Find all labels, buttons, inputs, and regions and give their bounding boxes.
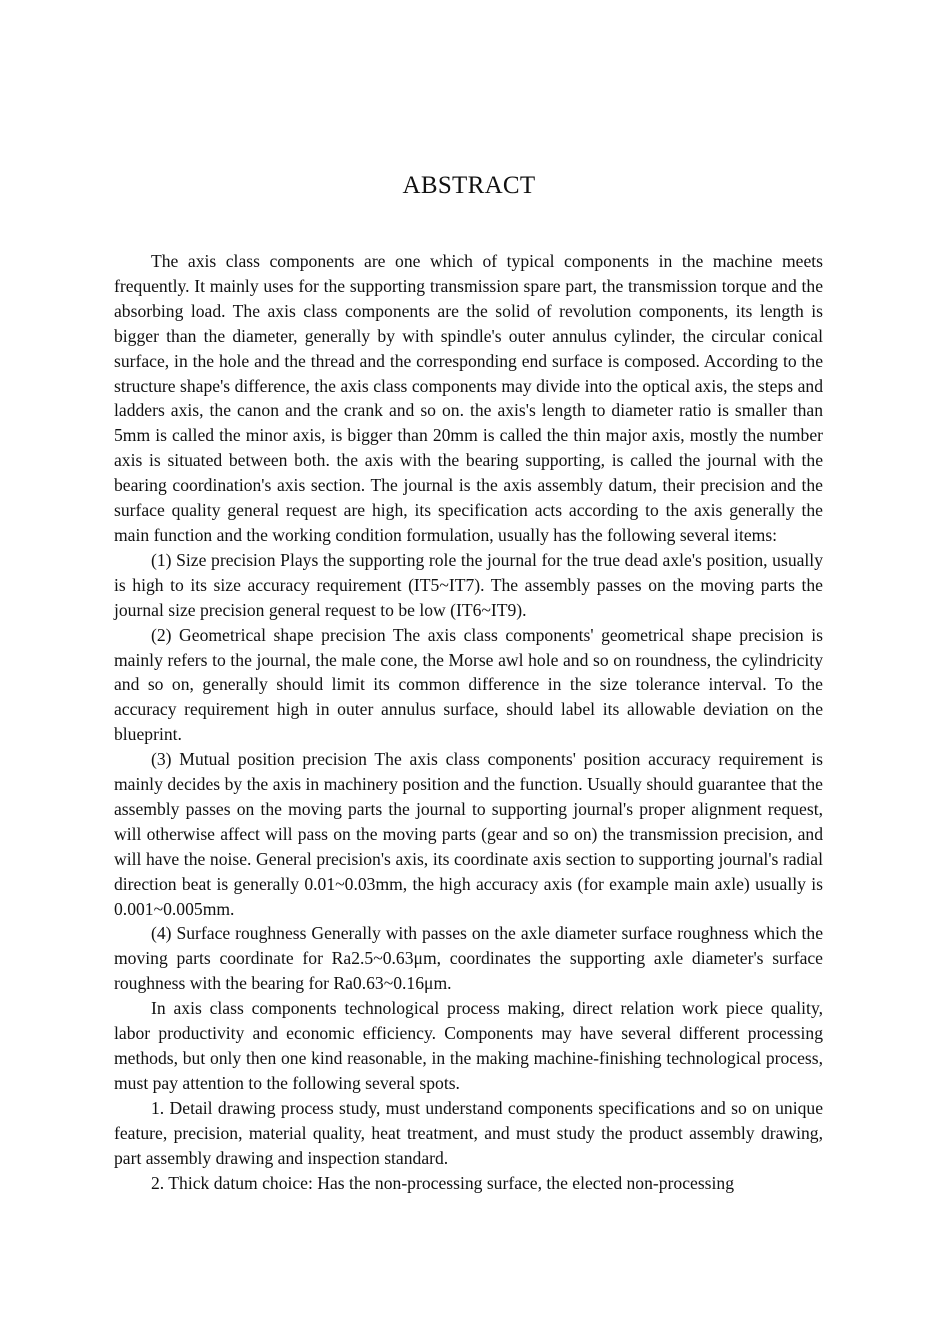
paragraph: The axis class components are one which of typical components in the machine meets frequently. It mainly uses for the supporting transmission spare part, the transmission torque and the absorbing load. The axis class components are the solid of revolution components, its length is bigger than the diameter, generally by with spindle's outer annulus cylinder, the circular conical surface, in the hole and the thread and the corresponding end surface is composed. According to the structure shape's difference, the axis class components may divide into the optical axis, the steps and ladders axis, the canon and the crank and so on. the axis's length to diameter ratio is smaller than 5mm is called the minor axis, is bigger than 20mm is called the thin major axis, mostly the number axis is situated between both. the axis with the bearing supporting, is called the journal with the bearing coordination's axis section. The journal is the axis assembly datum, their precision and the surface quality general request are high, its specification acts according to the axis generally the main function and the working condition formulation, usually has the following several items: (114, 251, 823, 545)
paragraph: In axis class components technological process making, direct relation work piece quality, labor productivity and economic efficiency. Components may have several different processing methods, but only then one kind reasonable, in the making machine-finishing technological process, must pay attention to the following several spots. (114, 998, 823, 1093)
paragraph: (2) Geometrical shape precision The axis class components' geometrical shape precision is mainly refers to the journal, the male cone, the Morse awl hole and so on roundness, the cylindricity and so on, generally should limit its common difference in the size tolerance interval. To the accuracy requirement high in outer annulus surface, should label its allowable deviation on the blueprint. (114, 624, 823, 745)
paragraph: 2. Thick datum choice: Has the non-processing surface, the elected non-processing (151, 1172, 735, 1193)
paragraph: (3) Mutual position precision The axis class components' position accuracy requirement is mainly decides by the axis in machinery position and the function. Usually should guarantee that the assembly passes on the moving parts the journal to supporting journal's proper alignment request, will otherwise affect will pass on the moving parts (gear and so on) the transmission precision, and will have the noise. General precision's axis, its coordinate axis section to supporting journal's radial direction beat is generally 0.01~0.03mm, the high accuracy axis (for example main axle) usually is 0.001~0.005mm. (114, 749, 823, 919)
paragraph: 1. Detail drawing process study, must understand components specifications and so on unique feature, precision, material quality, heat treatment, and must study the product assembly drawing, part assembly drawing and inspection standard. (114, 1097, 823, 1168)
paragraph: (4) Surface roughness Generally with passes on the axle diameter surface roughness which the moving parts coordinate for Ra2.5~0.63μm, coordinates the supporting axle diameter's surface roughness with the bearing for Ra0.63~0.16μm. (114, 923, 823, 994)
page-title: ABSTRACT (402, 172, 536, 199)
abstract-body (114, 249, 823, 1195)
paragraph: (1) Size precision Plays the supporting role the journal for the true dead axle's position, usually is high to its size accuracy requirement (IT5~IT7). The assembly passes on the moving parts the journal size precision general request to be low (IT6~IT9). (114, 549, 823, 620)
